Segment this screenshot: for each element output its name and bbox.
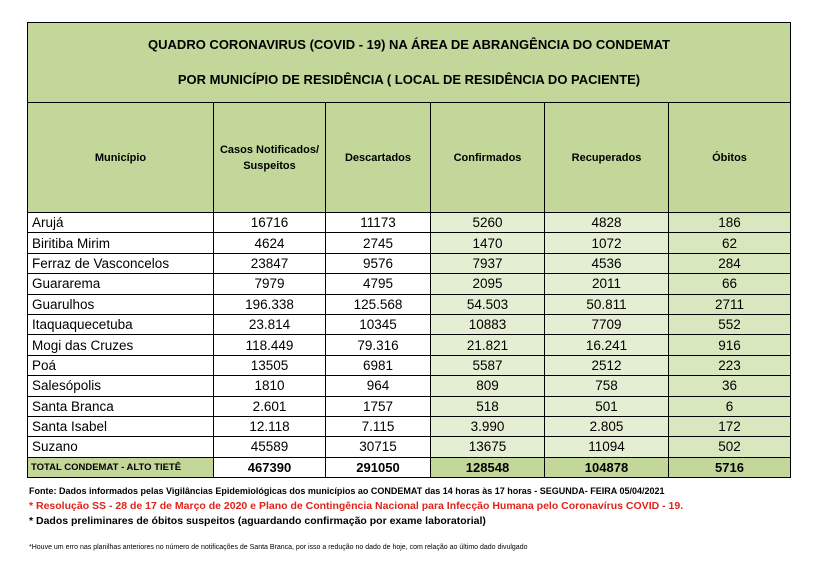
covid-data-table	[27, 22, 791, 478]
header-casos-notificados: Casos Notificados/ Suspeitos	[214, 103, 326, 213]
value-cell: 809	[431, 376, 545, 396]
value-cell: 23847	[214, 253, 326, 273]
value-cell: 11173	[326, 213, 431, 233]
municipio-cell: Ferraz de Vasconcelos	[28, 253, 214, 273]
value-cell: 5260	[431, 213, 545, 233]
value-cell: 964	[326, 376, 431, 396]
value-cell: 4795	[326, 274, 431, 294]
value-cell: 9576	[326, 253, 431, 273]
municipio-cell: Poá	[28, 355, 214, 375]
value-cell: 125.568	[326, 294, 431, 314]
value-cell: 758	[545, 376, 669, 396]
total-row	[28, 457, 791, 477]
municipio-cell: Santa Branca	[28, 396, 214, 416]
total-value: 5716	[669, 457, 791, 477]
value-cell: 2.601	[214, 396, 326, 416]
value-cell: 2011	[545, 274, 669, 294]
municipio-cell: Biritiba Mirim	[28, 233, 214, 253]
value-cell: 36	[669, 376, 791, 396]
title-line-1: QUADRO CORONAVIRUS (COVID - 19) NA ÁREA DE ABRANGÊNCIA DO CONDEMAT	[148, 37, 670, 52]
covid-table-sheet	[27, 22, 790, 555]
value-cell: 501	[545, 396, 669, 416]
header-row	[28, 103, 791, 213]
value-cell: 5587	[431, 355, 545, 375]
value-cell: 6981	[326, 355, 431, 375]
value-cell: 16.241	[545, 335, 669, 355]
value-cell: 11094	[545, 437, 669, 457]
value-cell: 66	[669, 274, 791, 294]
municipio-cell: Santa Isabel	[28, 416, 214, 436]
value-cell: 172	[669, 416, 791, 436]
value-cell: 186	[669, 213, 791, 233]
table-row	[28, 314, 791, 334]
total-label: TOTAL CONDEMAT - ALTO TIETÊ	[28, 457, 214, 477]
value-cell: 13675	[431, 437, 545, 457]
value-cell: 7937	[431, 253, 545, 273]
preliminary-note: * Dados preliminares de óbitos suspeitos (aguardando confirmação por exame laboratorial)	[29, 514, 486, 527]
value-cell: 10345	[326, 314, 431, 334]
table-row	[28, 376, 791, 396]
total-value: 128548	[431, 457, 545, 477]
total-value: 467390	[214, 457, 326, 477]
value-cell: 502	[669, 437, 791, 457]
table-row	[28, 335, 791, 355]
municipio-cell: Salesópolis	[28, 376, 214, 396]
municipio-cell: Suzano	[28, 437, 214, 457]
value-cell: 1757	[326, 396, 431, 416]
municipio-cell: Guararema	[28, 274, 214, 294]
value-cell: 45589	[214, 437, 326, 457]
value-cell: 4536	[545, 253, 669, 273]
value-cell: 6	[669, 396, 791, 416]
header-municipio: Município	[28, 103, 214, 213]
header-obitos: Óbitos	[669, 103, 791, 213]
value-cell: 223	[669, 355, 791, 375]
title-row	[28, 23, 791, 103]
value-cell: 3.990	[431, 416, 545, 436]
table-row	[28, 233, 791, 253]
value-cell: 196.338	[214, 294, 326, 314]
table-row	[28, 437, 791, 457]
header-descartados: Descartados	[326, 103, 431, 213]
value-cell: 23.814	[214, 314, 326, 334]
municipio-cell: Mogi das Cruzes	[28, 335, 214, 355]
table-row	[28, 294, 791, 314]
value-cell: 552	[669, 314, 791, 334]
value-cell: 1810	[214, 376, 326, 396]
value-cell: 7979	[214, 274, 326, 294]
value-cell: 2095	[431, 274, 545, 294]
value-cell: 62	[669, 233, 791, 253]
footnote: *Houve um erro nas planilhas anteriores no número de notificações de Santa Branca, por isso a redução no dado de hoje, com relação ao último dado divulgado	[29, 543, 528, 551]
municipio-cell: Itaquaquecetuba	[28, 314, 214, 334]
value-cell: 4624	[214, 233, 326, 253]
value-cell: 1470	[431, 233, 545, 253]
value-cell: 30715	[326, 437, 431, 457]
table-row	[28, 253, 791, 273]
total-value: 104878	[545, 457, 669, 477]
municipio-cell: Arujá	[28, 213, 214, 233]
value-cell: 2512	[545, 355, 669, 375]
value-cell: 1072	[545, 233, 669, 253]
total-value: 291050	[326, 457, 431, 477]
header-recuperados: Recuperados	[545, 103, 669, 213]
value-cell: 79.316	[326, 335, 431, 355]
value-cell: 13505	[214, 355, 326, 375]
value-cell: 50.811	[545, 294, 669, 314]
value-cell: 16716	[214, 213, 326, 233]
notes-section	[27, 484, 790, 555]
value-cell: 7.115	[326, 416, 431, 436]
value-cell: 4828	[545, 213, 669, 233]
value-cell: 916	[669, 335, 791, 355]
value-cell: 518	[431, 396, 545, 416]
table-row	[28, 416, 791, 436]
table-row	[28, 355, 791, 375]
value-cell: 118.449	[214, 335, 326, 355]
value-cell: 54.503	[431, 294, 545, 314]
resolution-note: * Resolução SS - 28 de 17 de Março de 2020 e Plano de Contingência Nacional para Infecção Humana pelo Coronavírus COVID - 19.	[29, 499, 684, 512]
value-cell: 21.821	[431, 335, 545, 355]
table-row	[28, 274, 791, 294]
title-line-2: POR MUNICÍPIO DE RESIDÊNCIA ( LOCAL DE RESIDÊNCIA DO PACIENTE)	[177, 72, 641, 87]
table-row	[28, 396, 791, 416]
value-cell: 284	[669, 253, 791, 273]
value-cell: 2711	[669, 294, 791, 314]
value-cell: 10883	[431, 314, 545, 334]
header-confirmados: Confirmados	[431, 103, 545, 213]
value-cell: 12.118	[214, 416, 326, 436]
table-row	[28, 213, 791, 233]
value-cell: 2745	[326, 233, 431, 253]
value-cell: 7709	[545, 314, 669, 334]
table-title	[28, 23, 791, 103]
value-cell: 2.805	[545, 416, 669, 436]
source-note: Fonte: Dados informados pelas Vigilâncias Epidemiológicas dos municípios ao CONDEMAT das 14 horas às 17 horas - SEGUNDA- FEIRA 05/04/2021	[29, 485, 665, 496]
municipio-cell: Guarulhos	[28, 294, 214, 314]
